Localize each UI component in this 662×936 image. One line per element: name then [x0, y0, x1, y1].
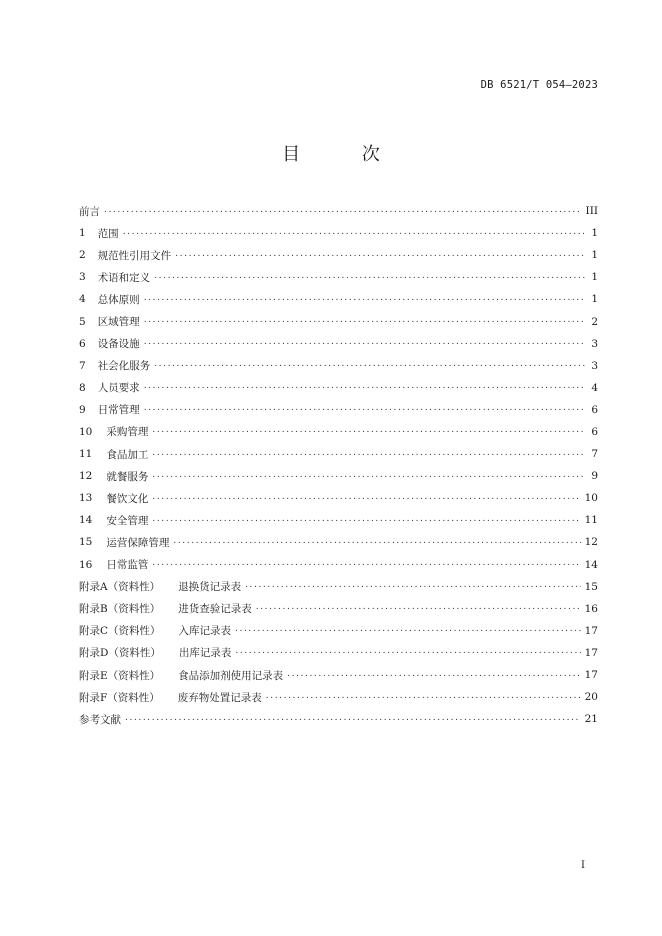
toc-entry[interactable]: [79, 465, 598, 487]
toc-entry[interactable]: [79, 664, 598, 686]
toc-entry[interactable]: [79, 399, 598, 421]
toc-entry-page: 7: [591, 448, 598, 461]
toc-entry-page: 17: [584, 669, 598, 682]
toc-leader-dots: [245, 581, 581, 590]
toc-entry-label: 运营保障管理: [106, 536, 170, 549]
toc-entry-number: 附录B（资料性）: [79, 603, 161, 616]
toc-entry[interactable]: [79, 708, 598, 730]
toc-entry-label: 餐饮文化: [106, 492, 149, 505]
toc-entry-label: 日常监管: [106, 559, 149, 572]
toc-entry-number: 16: [79, 558, 93, 571]
toc-entry-label: 规范性引用文件: [97, 249, 172, 262]
toc-entry-page: 1: [591, 271, 598, 284]
toc-entry-page: 14: [584, 558, 598, 571]
page-title: 目 次: [282, 144, 408, 165]
toc-leader-dots: [144, 382, 586, 391]
toc-entry-page: III: [585, 205, 598, 218]
toc-entry-page: 17: [584, 624, 598, 637]
toc-leader-dots: [154, 272, 586, 281]
toc-entry-label: 参考文献: [79, 713, 121, 726]
toc-entry-page: 1: [591, 227, 598, 240]
toc-entry[interactable]: [79, 620, 598, 642]
toc-entry-label: 前言: [79, 205, 100, 218]
toc-entry-label: 采购管理: [106, 426, 149, 439]
toc-leader-dots: [173, 537, 580, 546]
toc-entry-page: 17: [584, 646, 598, 659]
toc-entry[interactable]: [79, 443, 598, 465]
toc-entry[interactable]: [79, 487, 598, 509]
toc-leader-dots: [152, 426, 586, 435]
toc-leader-dots: [175, 250, 586, 259]
toc-entry-label: 退换货记录表: [178, 581, 242, 594]
toc-leader-dots: [152, 471, 586, 480]
toc-entry-number: 9: [79, 403, 86, 416]
toc-entry[interactable]: [79, 531, 598, 553]
toc-leader-dots: [123, 228, 586, 237]
toc-entry[interactable]: [79, 333, 598, 355]
toc-leader-dots: [152, 449, 586, 458]
toc-entry-number: 附录F（资料性）: [79, 691, 160, 704]
toc-entry[interactable]: [79, 288, 598, 310]
toc-entry-label: 社会化服务: [97, 360, 151, 373]
toc-entry-page: 3: [591, 359, 598, 372]
toc-entry-number: 4: [79, 293, 86, 306]
toc-entry-number: 14: [79, 514, 93, 527]
toc-entry-number: 6: [79, 337, 86, 350]
toc-entry-label: 设备设施: [97, 338, 140, 351]
toc-entry-number: 附录A（资料性）: [79, 581, 161, 594]
toc-entry-page: 4: [591, 381, 598, 394]
toc-entry[interactable]: [79, 244, 598, 266]
toc-entry-page: 15: [584, 580, 598, 593]
toc-entry-number: 10: [79, 425, 93, 438]
toc-entry-label: 入库记录表: [178, 625, 232, 638]
toc-entry-label: 总体原则: [97, 293, 140, 306]
toc-entry-page: 9: [591, 470, 598, 483]
toc-leader-dots: [144, 316, 586, 325]
toc-entry-page: 1: [591, 293, 598, 306]
toc-entry-label: 范围: [97, 227, 119, 240]
toc-entry-label: 区域管理: [97, 316, 140, 329]
toc-entry-number: 7: [79, 359, 86, 372]
toc-entry-number: 12: [79, 470, 93, 483]
toc-entry-label: 术语和定义: [97, 271, 151, 284]
toc-entry-number: 附录E（资料性）: [79, 669, 161, 682]
toc-entry-page: 12: [584, 536, 598, 549]
toc-entry-label: 进货查验记录表: [178, 603, 252, 616]
toc-entry-page: 16: [584, 602, 598, 615]
toc-entry-label: 食品加工: [106, 448, 149, 461]
toc-leader-dots: [256, 603, 581, 612]
toc-leader-dots: [144, 338, 586, 347]
toc-entry-page: 10: [584, 492, 598, 505]
toc-entry[interactable]: [79, 686, 598, 708]
toc-entry-page: 6: [591, 403, 598, 416]
toc-entry-page: 11: [584, 514, 598, 527]
toc-entry-label: 出库记录表: [178, 647, 232, 660]
toc-entry[interactable]: [79, 509, 598, 531]
toc-entry-label: 废弃物处置记录表: [177, 691, 262, 704]
toc-leader-dots: [287, 670, 580, 679]
toc-entry[interactable]: [79, 355, 598, 377]
toc-entry-page: 20: [584, 691, 598, 704]
toc-leader-dots: [144, 294, 586, 303]
toc-entry-number: 11: [79, 448, 93, 461]
toc-leader-dots: [235, 625, 581, 634]
toc-entry-page: 21: [584, 713, 598, 726]
toc-leader-dots: [154, 360, 586, 369]
toc-leader-dots: [152, 493, 580, 502]
table-of-contents: [79, 200, 598, 730]
toc-entry[interactable]: [79, 554, 598, 576]
toc-leader-dots: [152, 559, 580, 568]
toc-entry[interactable]: [79, 222, 598, 244]
toc-entry-label: 人员要求: [97, 382, 140, 395]
toc-leader-dots: [266, 692, 581, 701]
toc-entry[interactable]: [79, 598, 598, 620]
toc-leader-dots: [144, 404, 586, 413]
toc-entry-number: 2: [79, 249, 86, 262]
toc-entry-page: 3: [591, 337, 598, 350]
toc-entry[interactable]: [79, 266, 598, 288]
toc-entry-page: 2: [591, 315, 598, 328]
toc-entry-number: 15: [79, 536, 93, 549]
toc-entry-number: 13: [79, 492, 93, 505]
toc-entry-label: 日常管理: [97, 404, 140, 417]
toc-entry-number: 5: [79, 315, 86, 328]
toc-entry-page: 1: [591, 249, 598, 262]
toc-entry-number: 附录D（资料性）: [79, 647, 161, 660]
toc-entry-label: 安全管理: [106, 514, 149, 527]
toc-entry-number: 8: [79, 381, 86, 394]
page-number: I: [581, 860, 585, 871]
toc-leader-dots: [235, 647, 580, 656]
toc-entry-label: 食品添加剂使用记录表: [178, 669, 284, 682]
toc-entry-number: 3: [79, 271, 86, 284]
toc-leader-dots: [152, 515, 580, 524]
toc-entry[interactable]: [79, 200, 598, 222]
toc-entry-number: 附录C（资料性）: [79, 625, 161, 638]
toc-leader-dots: [104, 206, 582, 215]
toc-entry[interactable]: [79, 421, 598, 443]
toc-entry-number: 1: [79, 227, 86, 240]
toc-entry[interactable]: [79, 576, 598, 598]
toc-entry-label: 就餐服务: [106, 470, 149, 483]
toc-entry[interactable]: [79, 642, 598, 664]
document-code: DB 6521/T 054—2023: [480, 79, 598, 91]
toc-entry[interactable]: [79, 377, 598, 399]
toc-entry-page: 6: [591, 425, 598, 438]
toc-leader-dots: [125, 714, 581, 723]
toc-entry[interactable]: [79, 310, 598, 332]
